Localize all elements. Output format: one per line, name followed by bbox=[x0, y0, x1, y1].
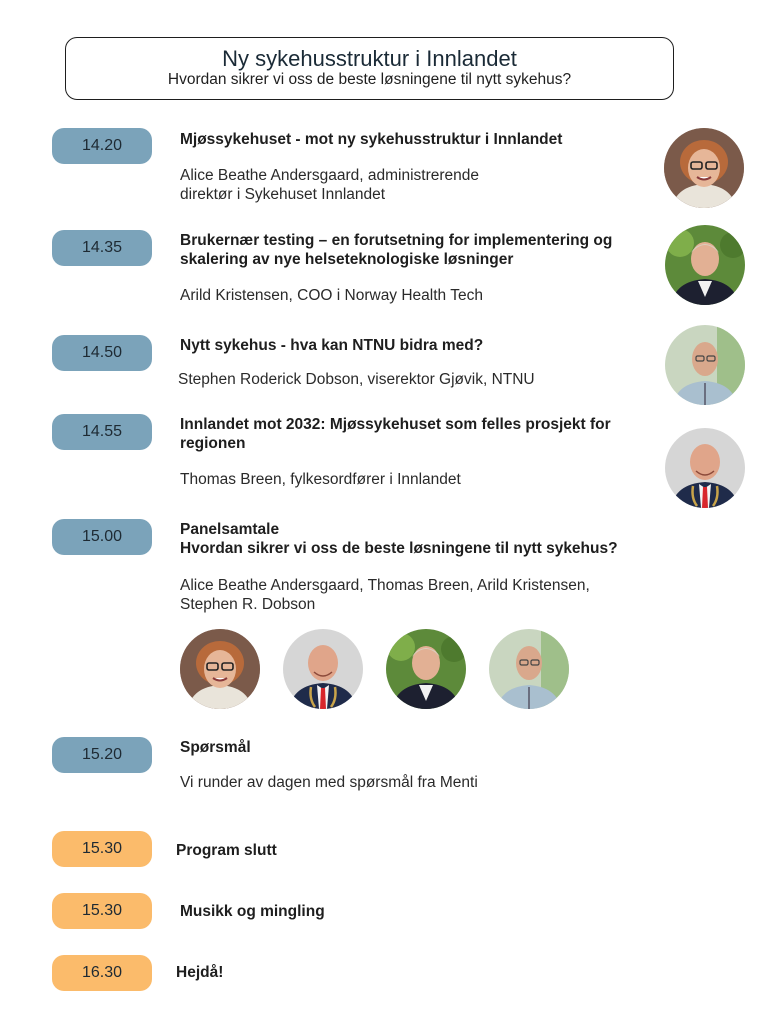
time-badge: 15.00 bbox=[52, 519, 152, 555]
talk-title: Musikk og mingling bbox=[180, 903, 325, 920]
agenda-item-title bbox=[180, 902, 325, 921]
agenda-item-title bbox=[180, 231, 612, 269]
speaker-line: Alice Beathe Andersgaard, administrerende bbox=[180, 167, 479, 184]
agenda-item-title bbox=[180, 415, 611, 453]
talk-title: regionen bbox=[180, 435, 246, 452]
agenda-item-title bbox=[180, 738, 251, 757]
speaker-line: Stephen R. Dobson bbox=[180, 596, 316, 613]
agenda-item-title bbox=[176, 963, 223, 982]
talk-title: Nytt sykehus - hva kan NTNU bidra med? bbox=[180, 337, 484, 354]
talk-title: Program slutt bbox=[176, 842, 277, 859]
program-header bbox=[65, 37, 674, 100]
speaker-line: direktør i Sykehuset Innlandet bbox=[180, 186, 386, 203]
program-subtitle: Hvordan sikrer vi oss de beste løsningene til nytt sykehus? bbox=[167, 71, 572, 88]
speaker-info bbox=[180, 166, 479, 204]
panel-photo bbox=[386, 629, 466, 709]
talk-title: skalering av nye helseteknologiske løsninger bbox=[180, 251, 514, 268]
speaker-photo bbox=[664, 128, 744, 208]
agenda-item-title bbox=[180, 336, 483, 355]
talk-title: Panelsamtale bbox=[180, 521, 280, 538]
time-badge: 14.55 bbox=[52, 414, 152, 450]
speaker-info bbox=[180, 576, 590, 614]
time-badge: 14.20 bbox=[52, 128, 152, 164]
agenda-item-title bbox=[176, 841, 277, 860]
talk-title: Brukernær testing – en forutsetning for implementering og bbox=[180, 232, 613, 249]
program-title: Ny sykehusstruktur i Innlandet bbox=[222, 46, 517, 71]
speaker-photo bbox=[665, 428, 745, 508]
speaker-info: Arild Kristensen, COO i Norway Health Tech bbox=[180, 287, 483, 304]
panel-photo bbox=[283, 629, 363, 709]
talk-title: Spørsmål bbox=[180, 739, 251, 756]
talk-title: Hejdå! bbox=[176, 964, 224, 981]
talk-title: Hvordan sikrer vi oss de beste løsningene til nytt sykehus? bbox=[180, 540, 618, 557]
panel-photo bbox=[489, 629, 569, 709]
agenda-item-title bbox=[180, 520, 618, 558]
talk-title: Innlandet mot 2032: Mjøssykehuset som felles prosjekt for bbox=[180, 416, 611, 433]
speaker-info: Vi runder av dagen med spørsmål fra Menti bbox=[180, 774, 478, 791]
speaker-info: Thomas Breen, fylkesordfører i Innlandet bbox=[180, 471, 461, 488]
panel-photo bbox=[180, 629, 260, 709]
time-badge: 15.20 bbox=[52, 737, 152, 773]
time-badge: 16.30 bbox=[52, 955, 152, 991]
speaker-line: Alice Beathe Andersgaard, Thomas Breen, Arild Kristensen, bbox=[180, 577, 590, 594]
speaker-photo bbox=[665, 325, 745, 405]
time-badge: 14.35 bbox=[52, 230, 152, 266]
talk-title: Mjøssykehuset - mot ny sykehusstruktur i Innlandet bbox=[180, 131, 563, 148]
speaker-photo bbox=[665, 225, 745, 305]
agenda-item-title bbox=[180, 130, 562, 149]
time-badge: 15.30 bbox=[52, 893, 152, 929]
speaker-info: Stephen Roderick Dobson, viserektor Gjøvik, NTNU bbox=[178, 371, 535, 388]
time-badge: 14.50 bbox=[52, 335, 152, 371]
time-badge: 15.30 bbox=[52, 831, 152, 867]
